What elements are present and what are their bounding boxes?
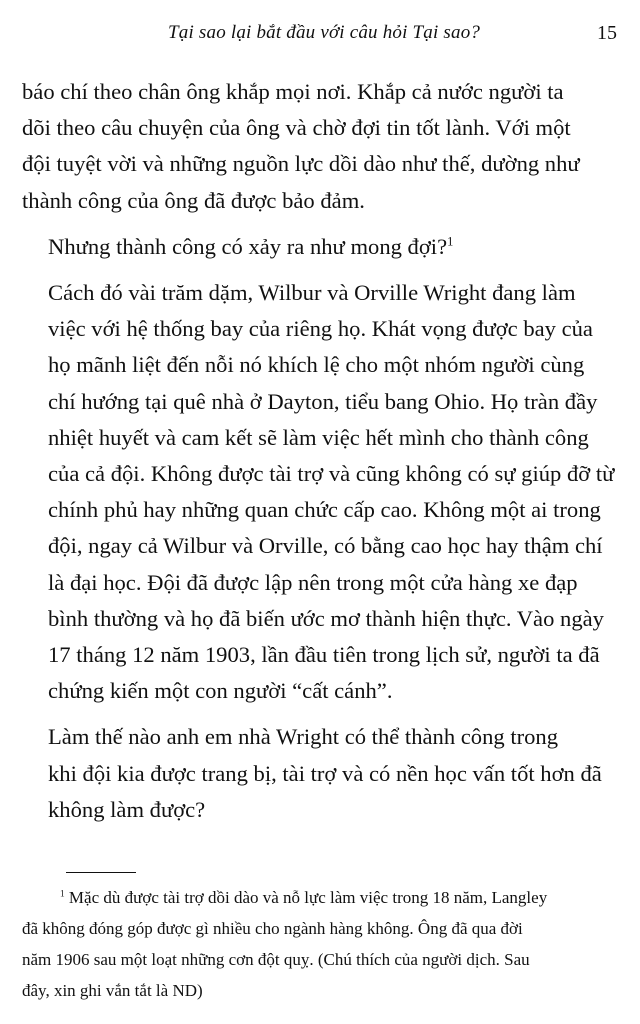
footnote-marker: 1 [60, 889, 65, 900]
paragraph-1 [22, 74, 618, 219]
text-line [22, 229, 618, 265]
footnote-divider [66, 872, 136, 873]
text-line: chứng kiến một con người “cất cánh”. [48, 678, 393, 704]
text-line: 17 tháng 12 năm 1903, lần đầu tiên trong lịch sử, người ta đã [48, 642, 600, 668]
footnote-line: năm 1906 sau một loạt những cơn đột quỵ. (Chú thích của người dịch. Sau [22, 950, 530, 969]
paragraph-3 [22, 275, 618, 709]
footnote-line: đây, xin ghi vắn tắt là ND) [22, 981, 203, 1000]
text-line: việc với hệ thống bay của riêng họ. Khát vọng được bay của [48, 316, 593, 342]
text-line: không làm được? [48, 796, 206, 822]
footnote-line [22, 882, 622, 913]
footnote [22, 882, 622, 1006]
page-header [0, 22, 640, 46]
footnote-text: Mặc dù được tài trợ dồi dào và nỗ lực làm việc trong 18 năm, Langley [68, 888, 548, 907]
running-title: Tại sao lại bắt đầu với câu hỏi Tại sao? [168, 22, 481, 43]
footnote-line: đã không đóng góp được gì nhiều cho ngành hàng không. Ông đã qua đời [22, 919, 523, 938]
text-line: là đại học. Đội đã được lập nên trong một cửa hàng xe đạp [48, 569, 578, 595]
body-text [22, 74, 618, 828]
text-line: của cả đội. Không được tài trợ và cũng không có sự giúp đỡ từ [48, 461, 615, 487]
paragraph-2 [22, 229, 618, 265]
paragraph-4 [22, 719, 618, 828]
text-line: chính phủ hay những quan chức cấp cao. Không một ai trong [48, 497, 601, 523]
text-line: bình thường và họ đã biến ước mơ thành hiện thực. Vào ngày [48, 605, 604, 631]
text-line: chí hướng tại quê nhà ở Dayton, tiểu bang Ohio. Họ tràn đầy [48, 388, 598, 414]
text-line: đội tuyệt vời và những nguồn lực dồi dào như thế, dường như [22, 151, 580, 177]
text-line: dõi theo câu chuyện của ông và chờ đợi tin tốt lành. Với một [22, 115, 571, 141]
question-text: Nhưng thành công có xảy ra như mong đợi? [48, 233, 448, 259]
text-line: thành công của ông đã được bảo đảm. [22, 187, 365, 213]
text-line: báo chí theo chân ông khắp mọi nơi. Khắp cả nước người ta [22, 79, 564, 104]
footnote-reference: 1 [447, 234, 454, 249]
text-line: Làm thế nào anh em nhà Wright có thể thành công trong [48, 724, 559, 750]
text-line: nhiệt huyết và cam kết sẽ làm việc hết mình cho thành công [48, 424, 589, 450]
text-line: Cách đó vài trăm dặm, Wilbur và Orville Wright đang làm [48, 280, 576, 306]
text-line: khi đội kia được trang bị, tài trợ và có nền học vấn tốt hơn đã [48, 760, 602, 786]
text-line: đội, ngay cả Wilbur và Orville, có bằng cao học hay thậm chí [48, 533, 603, 559]
page-number: 15 [597, 22, 617, 44]
text-line: họ mãnh liệt đến nỗi nó khích lệ cho một nhóm người cùng [48, 352, 585, 378]
